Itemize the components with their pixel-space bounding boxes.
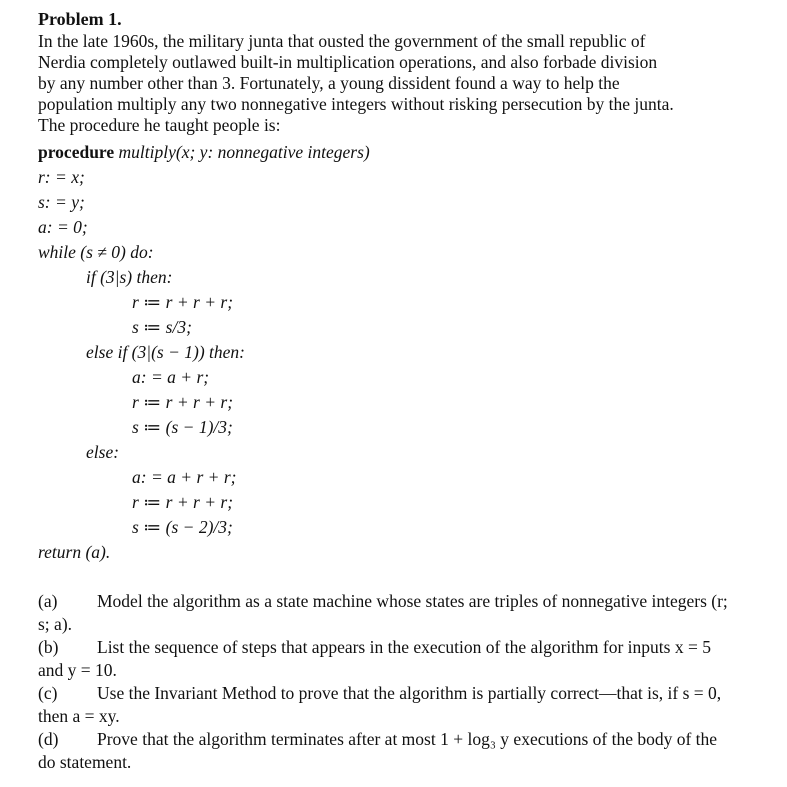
if-line: if (3|s) then: — [86, 267, 173, 287]
else-line: else: — [86, 442, 120, 462]
elseif-s-line: s ≔ (s − 1)/3; — [132, 417, 233, 437]
question-text: Model the algorithm as a state machine whose states are triples of nonnegative integers (r; s; a). — [38, 591, 728, 634]
procedure-header — [38, 140, 738, 165]
question-label: (b) — [38, 637, 59, 657]
question-text: Use the Invariant Method to prove that the algorithm is partially correct—that is, if s = 0, then a = xy. — [38, 683, 722, 726]
else-r-line: r ≔ r + r + r; — [132, 492, 234, 512]
question-label: (a) — [38, 591, 58, 611]
elseif-r-line: r ≔ r + r + r; — [132, 392, 234, 412]
questions-list — [38, 590, 738, 774]
procedure-signature: multiply(x; y: nonnegative integers) — [118, 142, 370, 162]
elseif-line: else if (3|(s − 1)) then: — [86, 342, 246, 362]
elseif-a-line: a: = a + r; — [132, 367, 210, 387]
spacer — [38, 565, 738, 590]
init-r-line: r: = x; — [38, 167, 85, 187]
problem-title: Problem 1. — [38, 9, 122, 29]
init-s-line: s: = y; — [38, 192, 85, 212]
else-a-line: a: = a + r + r; — [132, 467, 237, 487]
question-a — [38, 590, 738, 636]
question-label: (c) — [38, 683, 58, 703]
procedure-code — [38, 140, 738, 590]
question-d — [38, 728, 738, 774]
if-s-line: s ≔ s/3; — [132, 317, 192, 337]
question-text: List the sequence of steps that appears in the execution of the algorithm for inputs x = 5 and y = 10. — [38, 637, 711, 680]
if-r-line: r ≔ r + r + r; — [132, 292, 234, 312]
question-b — [38, 636, 738, 682]
else-s-line: s ≔ (s − 2)/3; — [132, 517, 233, 537]
question-c — [38, 682, 738, 728]
return-line: return (a). — [38, 542, 111, 562]
problem-intro: In the late 1960s, the military junta that ousted the government of the small republic of Nerdia completely outlawed built-in multiplication operations, and also forbade division by any number other than 3. Fortunately, a young dissident found a way to help the population multiply any two nonnegative integers without risking persecution by the junta. The procedure he taught people is: — [38, 31, 674, 135]
procedure-keyword: procedure — [38, 142, 115, 162]
question-text: Prove that the algorithm terminates after at most 1 + log₃ y executions of the body of the do statement. — [38, 729, 718, 772]
while-line: while (s ≠ 0) do: — [38, 242, 154, 262]
init-a-line: a: = 0; — [38, 217, 88, 237]
question-label: (d) — [38, 729, 59, 749]
problem-document — [38, 8, 738, 774]
